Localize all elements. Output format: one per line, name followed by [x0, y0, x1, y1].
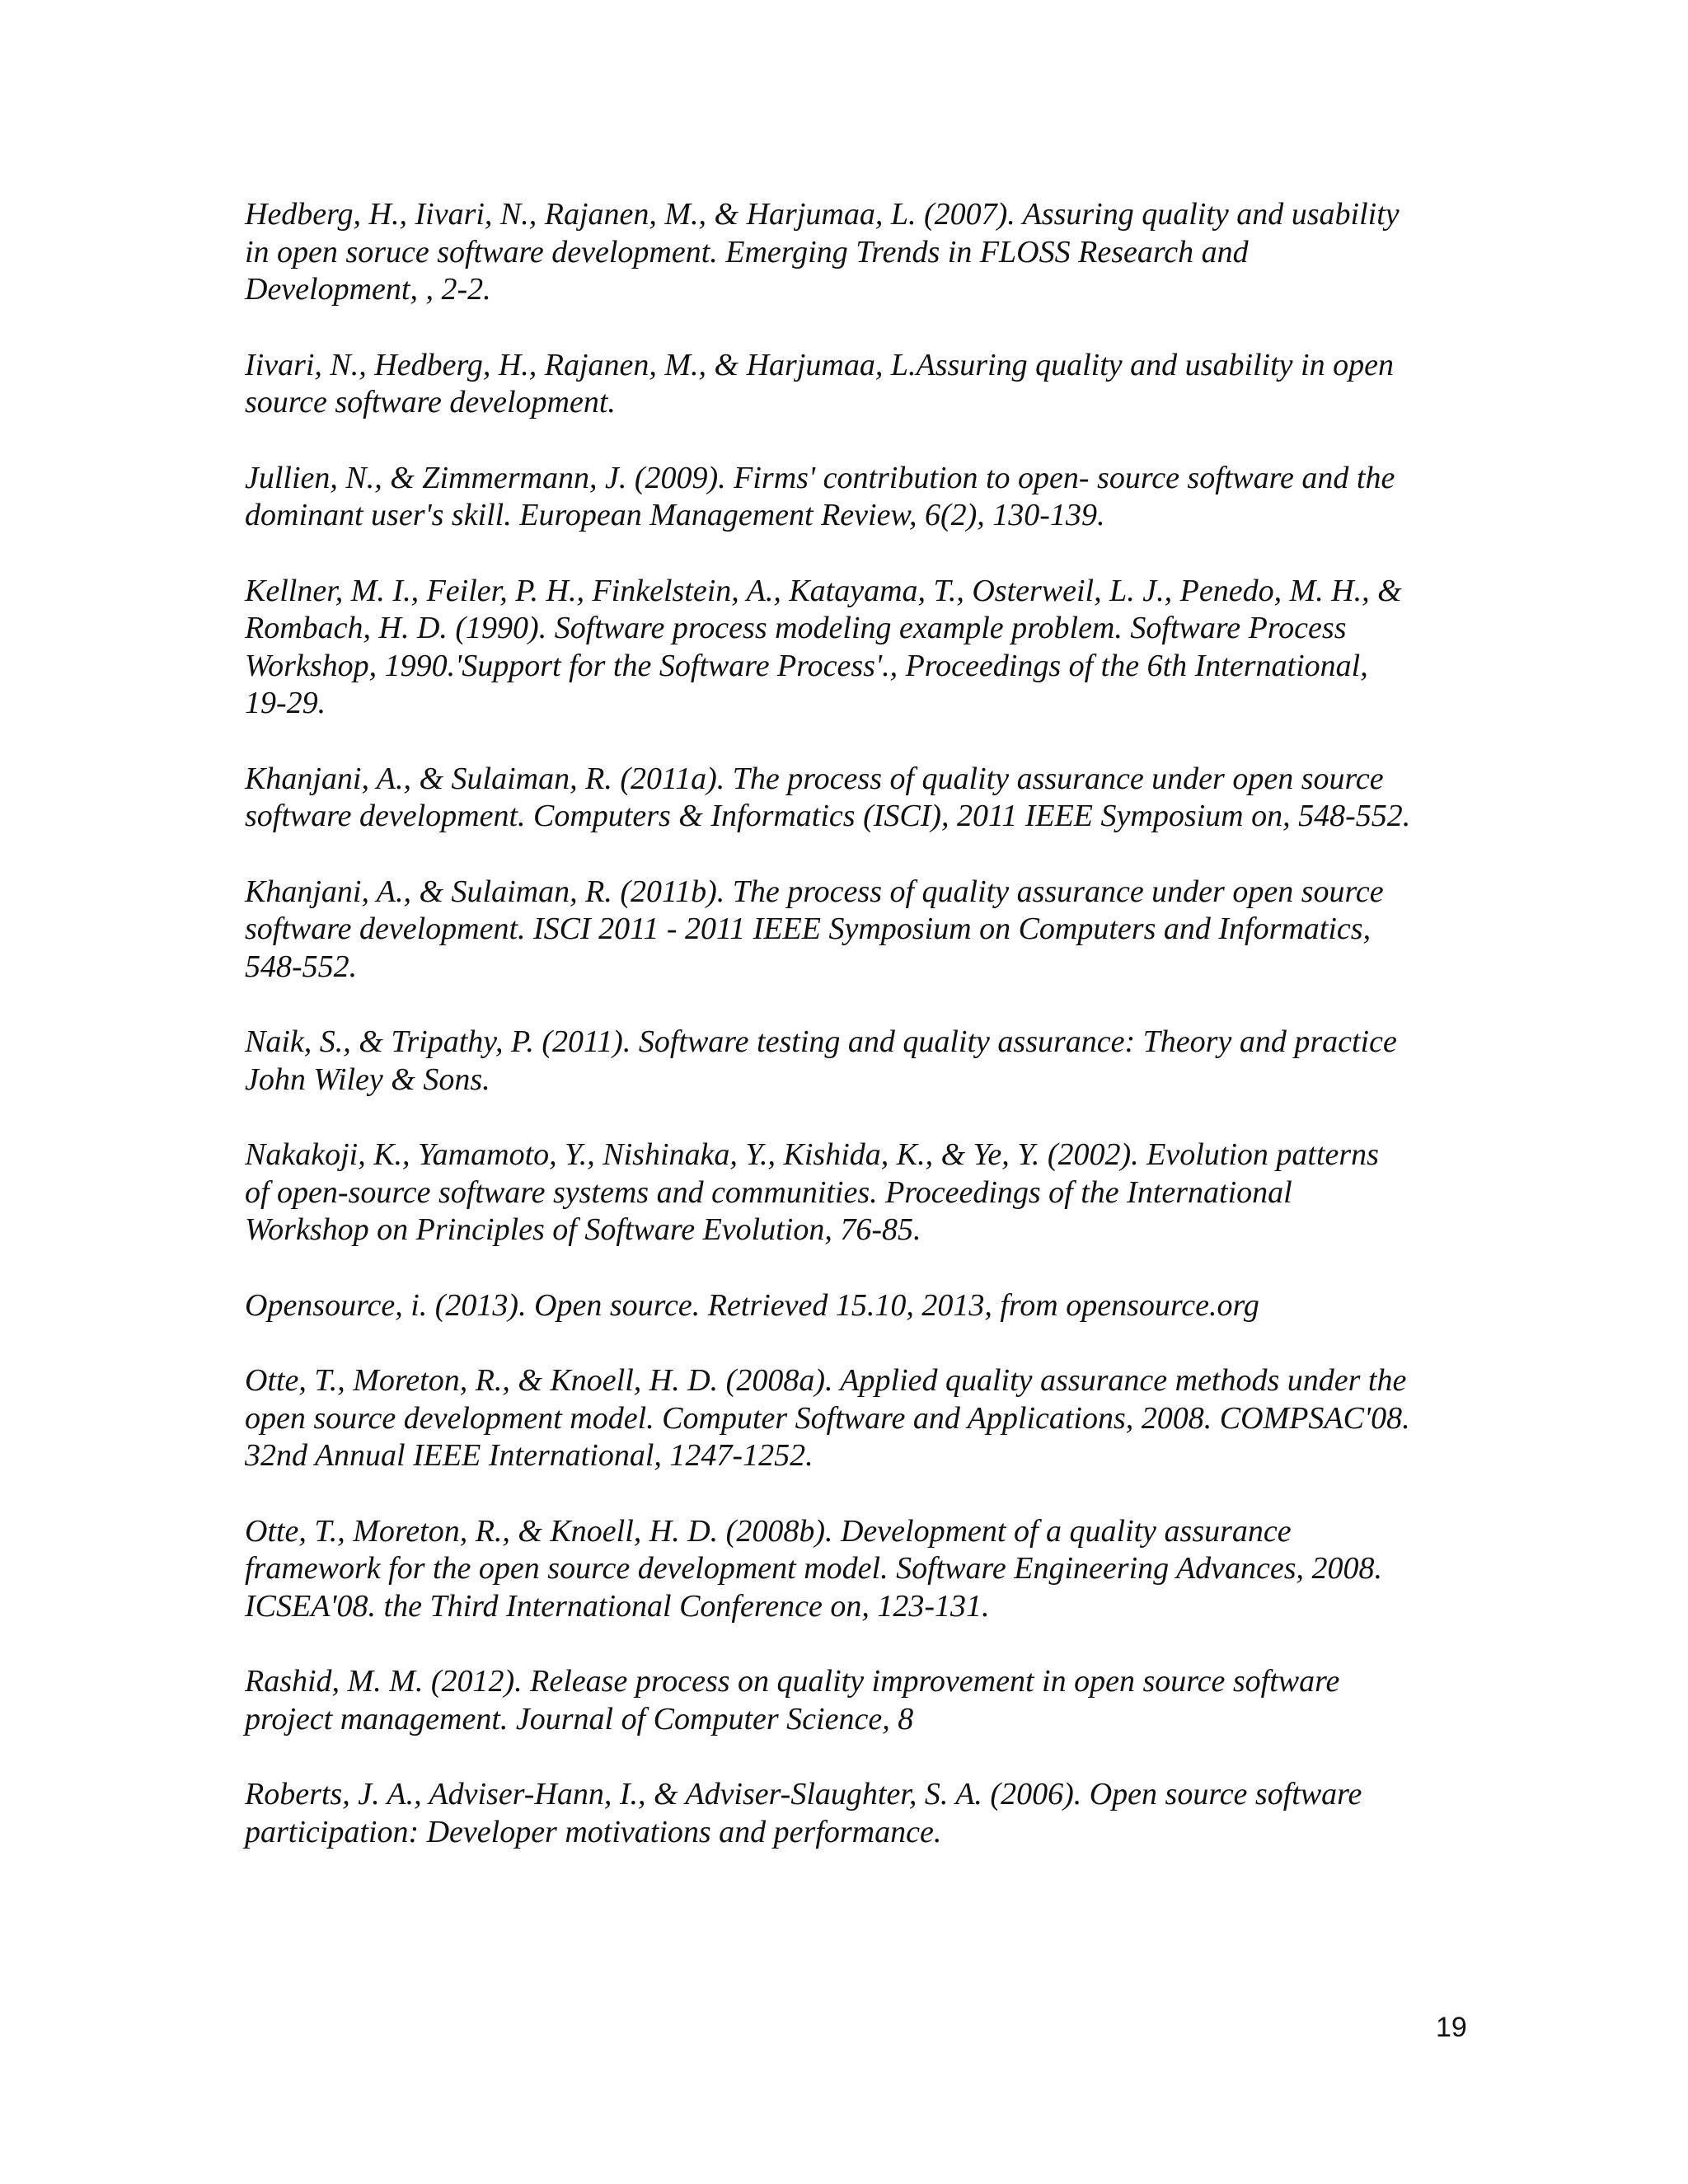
reference-entry [245, 347, 1481, 422]
reference-line: Hedberg, H., Iivari, N., Rajanen, M., & Harjumaa, L. (2007). Assuring quality and usability [245, 197, 1400, 232]
reference-entry [245, 196, 1481, 309]
reference-line: 32nd Annual IEEE International, 1247-1252. [245, 1438, 814, 1473]
reference-line: participation: Developer motivations and performance. [245, 1814, 942, 1849]
reference-entry [245, 573, 1481, 723]
reference-line: Roberts, J. A., Adviser-Hann, I., & Adviser-Slaughter, S. A. (2006). Open source software [245, 1777, 1362, 1811]
reference-line: Nakakoji, K., Yamamoto, Y., Nishinaka, Y., Kishida, K., & Ye, Y. (2002). Evolution patterns [245, 1137, 1379, 1172]
reference-entry [245, 1287, 1481, 1325]
reference-line: source software development. [245, 385, 616, 419]
reference-line: Khanjani, A., & Sulaiman, R. (2011b). The process of quality assurance under open source [245, 874, 1384, 909]
reference-line: 548-552. [245, 949, 358, 984]
reference-line: Development, , 2-2. [245, 272, 491, 307]
reference-line: John Wiley & Sons. [245, 1062, 490, 1097]
reference-line: Naik, S., & Tripathy, P. (2011). Software testing and quality assurance: Theory and practice [245, 1024, 1397, 1059]
reference-list [245, 196, 1481, 1889]
reference-entry [245, 761, 1481, 836]
reference-line: software development. ISCI 2011 - 2011 IEEE Symposium on Computers and Informatics, [245, 912, 1372, 946]
reference-line: Otte, T., Moreton, R., & Knoell, H. D. (2008a). Applied quality assurance methods under the [245, 1363, 1407, 1398]
reference-line: framework for the open source development model. Software Engineering Advances, 2008. [245, 1551, 1383, 1586]
reference-line: in open soruce software development. Emerging Trends in FLOSS Research and [245, 234, 1249, 269]
reference-line: Otte, T., Moreton, R., & Knoell, H. D. (2008b). Development of a quality assurance [245, 1513, 1292, 1549]
reference-entry [245, 1024, 1481, 1099]
reference-line: of open-source software systems and communities. Proceedings of the International [245, 1174, 1292, 1210]
reference-line: Kellner, M. I., Feiler, P. H., Finkelstein, A., Katayama, T., Osterweil, L. J., Penedo, M. H., & [245, 573, 1402, 608]
reference-line: Iivari, N., Hedberg, H., Rajanen, M., & Harjumaa, L.Assuring quality and usability in open [245, 347, 1394, 382]
reference-line: open source development model. Computer Software and Applications, 2008. COMPSAC'08. [245, 1400, 1410, 1436]
reference-entry [245, 460, 1481, 535]
reference-line: Khanjani, A., & Sulaiman, R. (2011a). The process of quality assurance under open source [245, 761, 1384, 796]
reference-entry [245, 1362, 1481, 1475]
reference-entry [245, 874, 1481, 987]
reference-line: Jullien, N., & Zimmermann, J. (2009). Firms' contribution to open‐ source software and the [245, 460, 1395, 495]
page-number: 19 [1436, 2012, 1467, 2043]
reference-entry [245, 1137, 1481, 1249]
reference-line: ICSEA'08. the Third International Conference on, 123-131. [245, 1588, 990, 1624]
reference-entry [245, 1513, 1481, 1626]
reference-line: 19-29. [245, 686, 326, 720]
reference-line: Opensource, i. (2013). Open source. Retrieved 15.10, 2013, from opensource.org [245, 1287, 1259, 1323]
reference-line: project management. Journal of Computer Science, 8 [245, 1701, 914, 1736]
reference-entry [245, 1663, 1481, 1738]
reference-line: Rashid, M. M. (2012). Release process on quality improvement in open source software [245, 1664, 1340, 1699]
reference-line: Workshop on Principles of Software Evolution, 76-85. [245, 1212, 921, 1247]
reference-line: Rombach, H. D. (1990). Software process modeling example problem. Software Process [245, 611, 1347, 645]
reference-line: Workshop, 1990.'Support for the Software Process'., Proceedings of the 6th International, [245, 648, 1368, 683]
reference-entry [245, 1776, 1481, 1851]
reference-line: dominant user's skill. European Management Review, 6(2), 130-139. [245, 498, 1105, 532]
reference-line: software development. Computers & Informatics (ISCI), 2011 IEEE Symposium on, 548-552. [245, 799, 1411, 833]
